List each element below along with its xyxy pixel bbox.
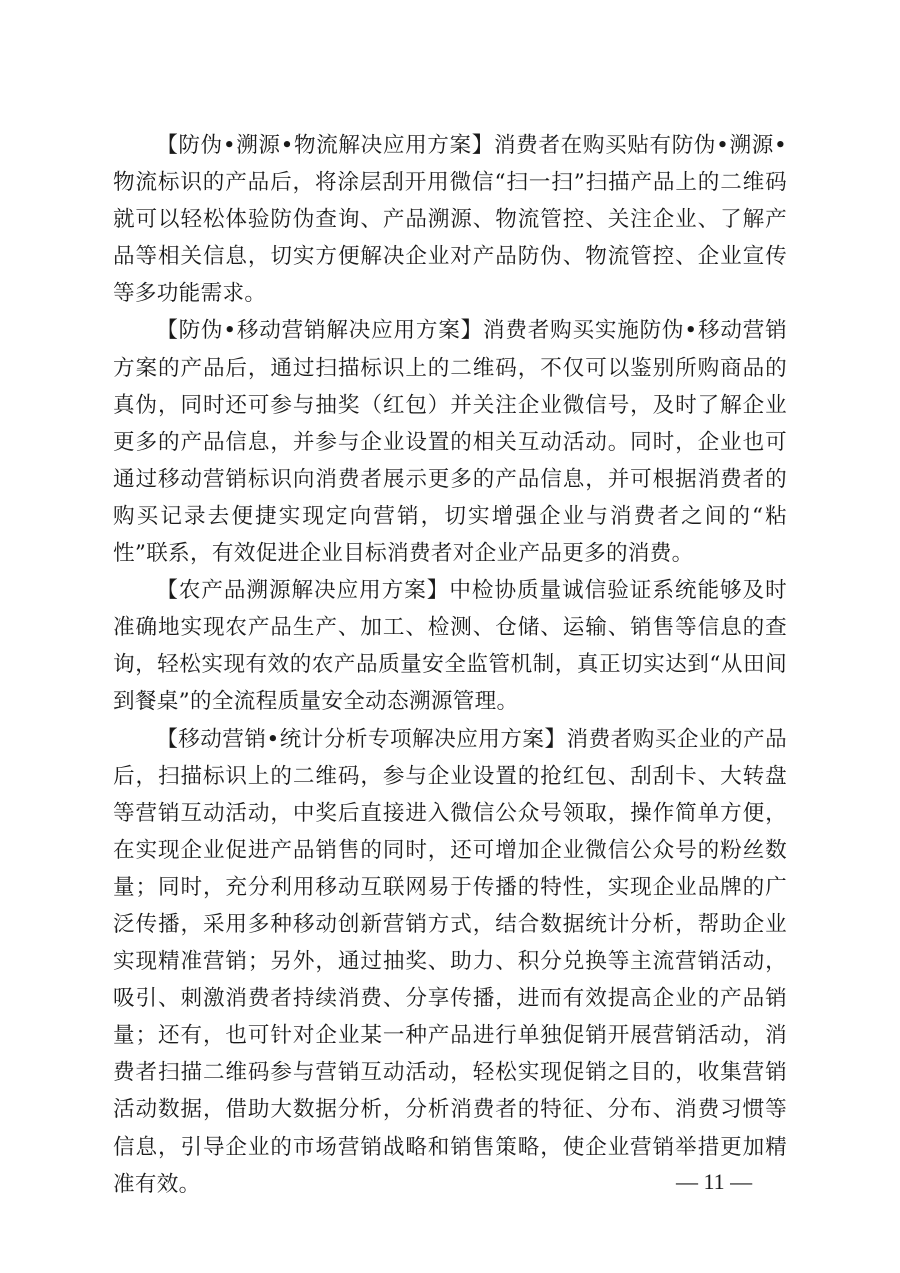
paragraph-agricultural-traceability: [113, 572, 787, 720]
paragraph-heading: 【防伪•溯源•物流解决应用方案】: [156, 133, 494, 158]
page-number: — 11 —: [676, 1169, 753, 1194]
paragraph-anti-counterfeit-traceability-logistics: [113, 127, 787, 312]
document-body: [113, 127, 787, 1203]
paragraph-text: 消费者购买实施防伪•移动营销方案的产品后，通过扫描标识上的二维码，不仅可以鉴别所购商品的真伪，同时还可参与抽奖（红包）并关注企业微信号，及时了解企业更多的产品信息，并参与企业设置的相关互动活动。同时，企业也可通过移动营销标识向消费者展示更多的产品信息，并可根据消费者的购买记录去便捷实现定向营销，切实增强企业与消费者之间的“粘性”联系，有效促进企业目标消费者对企业产品更多的消费。: [113, 318, 787, 567]
paragraph-text: 中检协质量诚信验证系统能够及时准确地实现农产品生产、加工、检测、仓储、运输、销售等信息的查询，轻松实现有效的农产品质量安全监管机制，真正切实达到“从田间到餐桌”的全流程质量安全动态溯源管理。: [113, 578, 787, 715]
paragraph-heading: 【农产品溯源解决应用方案】: [156, 578, 450, 604]
paragraph-mobile-marketing-analytics: [113, 721, 787, 1203]
paragraph-anti-counterfeit-mobile-marketing: [113, 312, 787, 572]
paragraph-heading: 【移动营销•统计分析专项解决应用方案】: [156, 726, 567, 752]
paragraph-text: 消费者购买企业的产品后，扫描标识上的二维码，参与企业设置的抢红包、刮刮卡、大转盘等营销互动活动，中奖后直接进入微信公众号领取，操作简单方便，在实现企业促进产品销售的同时，还可增加企业微信公众号的粉丝数量；同时，充分利用移动互联网易于传播的特性，实现企业品牌的广泛传播，采用多种移动创新营销方式，结合数据统计分析，帮助企业实现精准营销；另外，通过抽奖、助力、积分兑换等主流营销活动，吸引、刺激消费者持续消费、分享传播，进而有效提高企业的产品销量；还有，也可针对企业某一种产品进行单独促销开展营销活动，消费者扫描二维码参与营销互动活动，轻松实现促销之目的，收集营销活动数据，借助大数据分析，分析消费者的特征、分布、消费习惯等信息，引导企业的市场营销战略和销售策略，使企业营销举措更加精准有效。: [113, 726, 787, 1197]
paragraph-heading: 【防伪•移动营销解决应用方案】: [156, 318, 484, 344]
paragraph-text: 消费者在购买贴有防伪•溯源•物流标识的产品后，将涂层刮开用微信“扫一扫”扫描产品上的二维码就可以轻松体验防伪查询、产品溯源、物流管控、关注企业、了解产品等相关信息，切实方便解决企业对产品防伪、物流管控、企业宣传等多功能需求。: [113, 133, 787, 307]
